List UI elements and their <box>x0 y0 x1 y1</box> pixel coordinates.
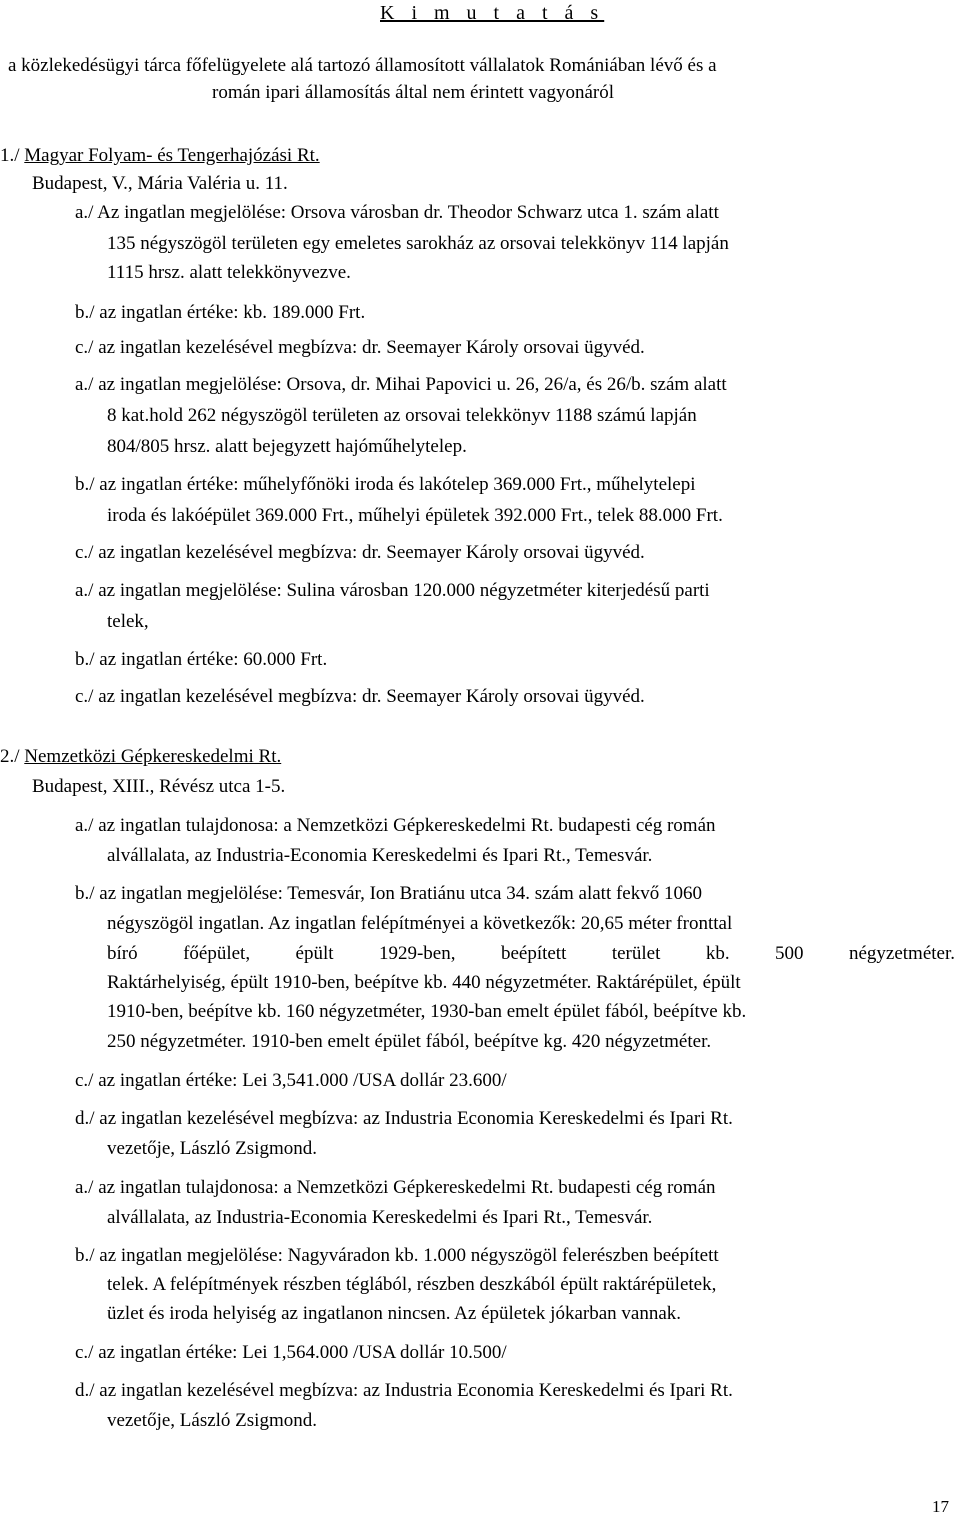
justified-word: főépület, <box>183 943 251 964</box>
section-2-heading <box>0 746 281 768</box>
s2-p1-b-line-2: négyszögöl ingatlan. Az ingatlan felépítményei a következők: 20,65 méter fronttal <box>107 913 733 934</box>
s2-p1-b-line-3 <box>107 943 955 965</box>
justified-word: 500 <box>775 943 804 964</box>
section-2-address: Budapest, XIII., Révész utca 1-5. <box>32 776 286 797</box>
s1-p3-a-line-2: telek, <box>107 611 149 632</box>
s2-p2-b-line-2: telek. A felépítmények részben téglából, részben deszkából épült raktárépületek, <box>107 1274 717 1295</box>
s2-p2-c: c./ az ingatlan értéke: Lei 1,564.000 /USA dollár 10.500/ <box>75 1342 507 1363</box>
s2-p1-c: c./ az ingatlan értéke: Lei 3,541.000 /USA dollár 23.600/ <box>75 1070 507 1091</box>
page-number: 17 <box>932 1497 949 1516</box>
justified-word: épült <box>295 943 334 964</box>
justified-word: beépített <box>500 943 567 964</box>
section-1-number: 1./ <box>0 145 20 166</box>
s1-p2-a-line-2: 8 kat.hold 262 négyszögöl területen az orsovai telekkönyv 1188 számú lapján <box>107 405 697 426</box>
justified-word: kb. <box>705 943 730 964</box>
s2-p1-d-line-2: vezetője, László Zsigmond. <box>107 1138 317 1159</box>
s1-p2-b-line-1: b./ az ingatlan értéke: műhelyfőnöki iroda és lakótelep 369.000 Frt., műhelytelepi <box>75 474 696 495</box>
s2-p2-b-line-1: b./ az ingatlan megjelölése: Nagyváradon kb. 1.000 négyszögöl felerészben beépített <box>75 1245 719 1266</box>
s1-p2-c: c./ az ingatlan kezelésével megbízva: dr. Seemayer Károly orsovai ügyvéd. <box>75 542 645 563</box>
s1-p1-a-line-1: a./ Az ingatlan megjelölése: Orsova városban dr. Theodor Schwarz utca 1. szám alatt <box>75 202 719 223</box>
s1-p2-a-line-1: a./ az ingatlan megjelölése: Orsova, dr. Mihai Papovici u. 26, 26/a, és 26/b. szám alatt <box>75 374 727 395</box>
subtitle-line-2: román ipari államosítás által nem érintett vagyonáról <box>212 82 615 103</box>
s1-p2-b-line-2: iroda és lakóépület 369.000 Frt., műhelyi épületek 392.000 Frt., telek 88.000 Frt. <box>107 505 723 526</box>
section-1-address: Budapest, V., Mária Valéria u. 11. <box>32 173 288 194</box>
justified-word: bíró <box>107 943 138 964</box>
s2-p2-d-line-1: d./ az ingatlan kezelésével megbízva: az Industria Economia Kereskedelmi és Ipari Rt. <box>75 1380 733 1401</box>
s1-p3-a-line-1: a./ az ingatlan megjelölése: Sulina városban 120.000 négyzetméter kiterjedésű parti <box>75 580 710 601</box>
justified-word: terület <box>611 943 661 964</box>
s2-p1-b-line-4: Raktárhelyiség, épült 1910-ben, beépítve kb. 440 négyzetméter. Raktárépület, épült <box>107 972 741 993</box>
section-2-company-name: Nemzetközi Gépkereskedelmi Rt. <box>24 746 282 767</box>
section-1-company-name: Magyar Folyam- és Tengerhajózási Rt. <box>24 145 320 166</box>
s2-p2-a-line-2: alvállalata, az Industria-Economia Kereskedelmi és Ipari Rt., Temesvár. <box>107 1207 653 1228</box>
s1-p3-b: b./ az ingatlan értéke: 60.000 Frt. <box>75 649 328 670</box>
s2-p1-b-line-5: 1910-ben, beépítve kb. 160 négyzetméter, 1930-ban emelt épület fából, beépítve kb. <box>107 1001 747 1022</box>
document-title: K i m u t a t á s <box>380 2 605 24</box>
s2-p1-a-line-2: alvállalata, az Industria-Economia Kereskedelmi és Ipari Rt., Temesvár. <box>107 845 653 866</box>
s2-p1-a-line-1: a./ az ingatlan tulajdonosa: a Nemzetközi Gépkereskedelmi Rt. budapesti cég román <box>75 815 716 836</box>
section-2-number: 2./ <box>0 746 20 767</box>
s2-p2-a-line-1: a./ az ingatlan tulajdonosa: a Nemzetközi Gépkereskedelmi Rt. budapesti cég román <box>75 1177 716 1198</box>
s1-p1-b: b./ az ingatlan értéke: kb. 189.000 Frt. <box>75 302 366 323</box>
s1-p3-c: c./ az ingatlan kezelésével megbízva: dr. Seemayer Károly orsovai ügyvéd. <box>75 686 645 707</box>
s2-p1-d-line-1: d./ az ingatlan kezelésével megbízva: az Industria Economia Kereskedelmi és Ipari Rt. <box>75 1108 733 1129</box>
justified-word: 1929-ben, <box>378 943 456 964</box>
s1-p1-c: c./ az ingatlan kezelésével megbízva: dr. Seemayer Károly orsovai ügyvéd. <box>75 337 645 358</box>
section-1-heading <box>0 145 320 167</box>
s1-p1-a-line-3: 1115 hrsz. alatt telekkönyvezve. <box>107 262 351 283</box>
s2-p1-b-line-1: b./ az ingatlan megjelölése: Temesvár, Ion Bratiánu utca 34. szám alatt fekvő 1060 <box>75 883 702 904</box>
s1-p1-a-line-2: 135 négyszögöl területen egy emeletes sarokház az orsovai telekkönyv 114 lapján <box>107 233 729 254</box>
s2-p1-b-line-6: 250 négyzetméter. 1910-ben emelt épület fából, beépítve kg. 420 négyzetméter. <box>107 1031 712 1052</box>
subtitle-line-1: a közlekedésügyi tárca főfelügyelete alá tartozó államosított vállalatok Romániában lévő és a <box>8 55 717 76</box>
s1-p2-a-line-3: 804/805 hrsz. alatt bejegyzett hajóműhelytelep. <box>107 436 467 457</box>
s2-p2-b-line-3: üzlet és iroda helyiség az ingatlanon nincsen. Az épületek jókarban vannak. <box>107 1303 682 1324</box>
s2-p2-d-line-2: vezetője, László Zsigmond. <box>107 1410 317 1431</box>
justified-word: négyzetméter. <box>848 943 955 964</box>
